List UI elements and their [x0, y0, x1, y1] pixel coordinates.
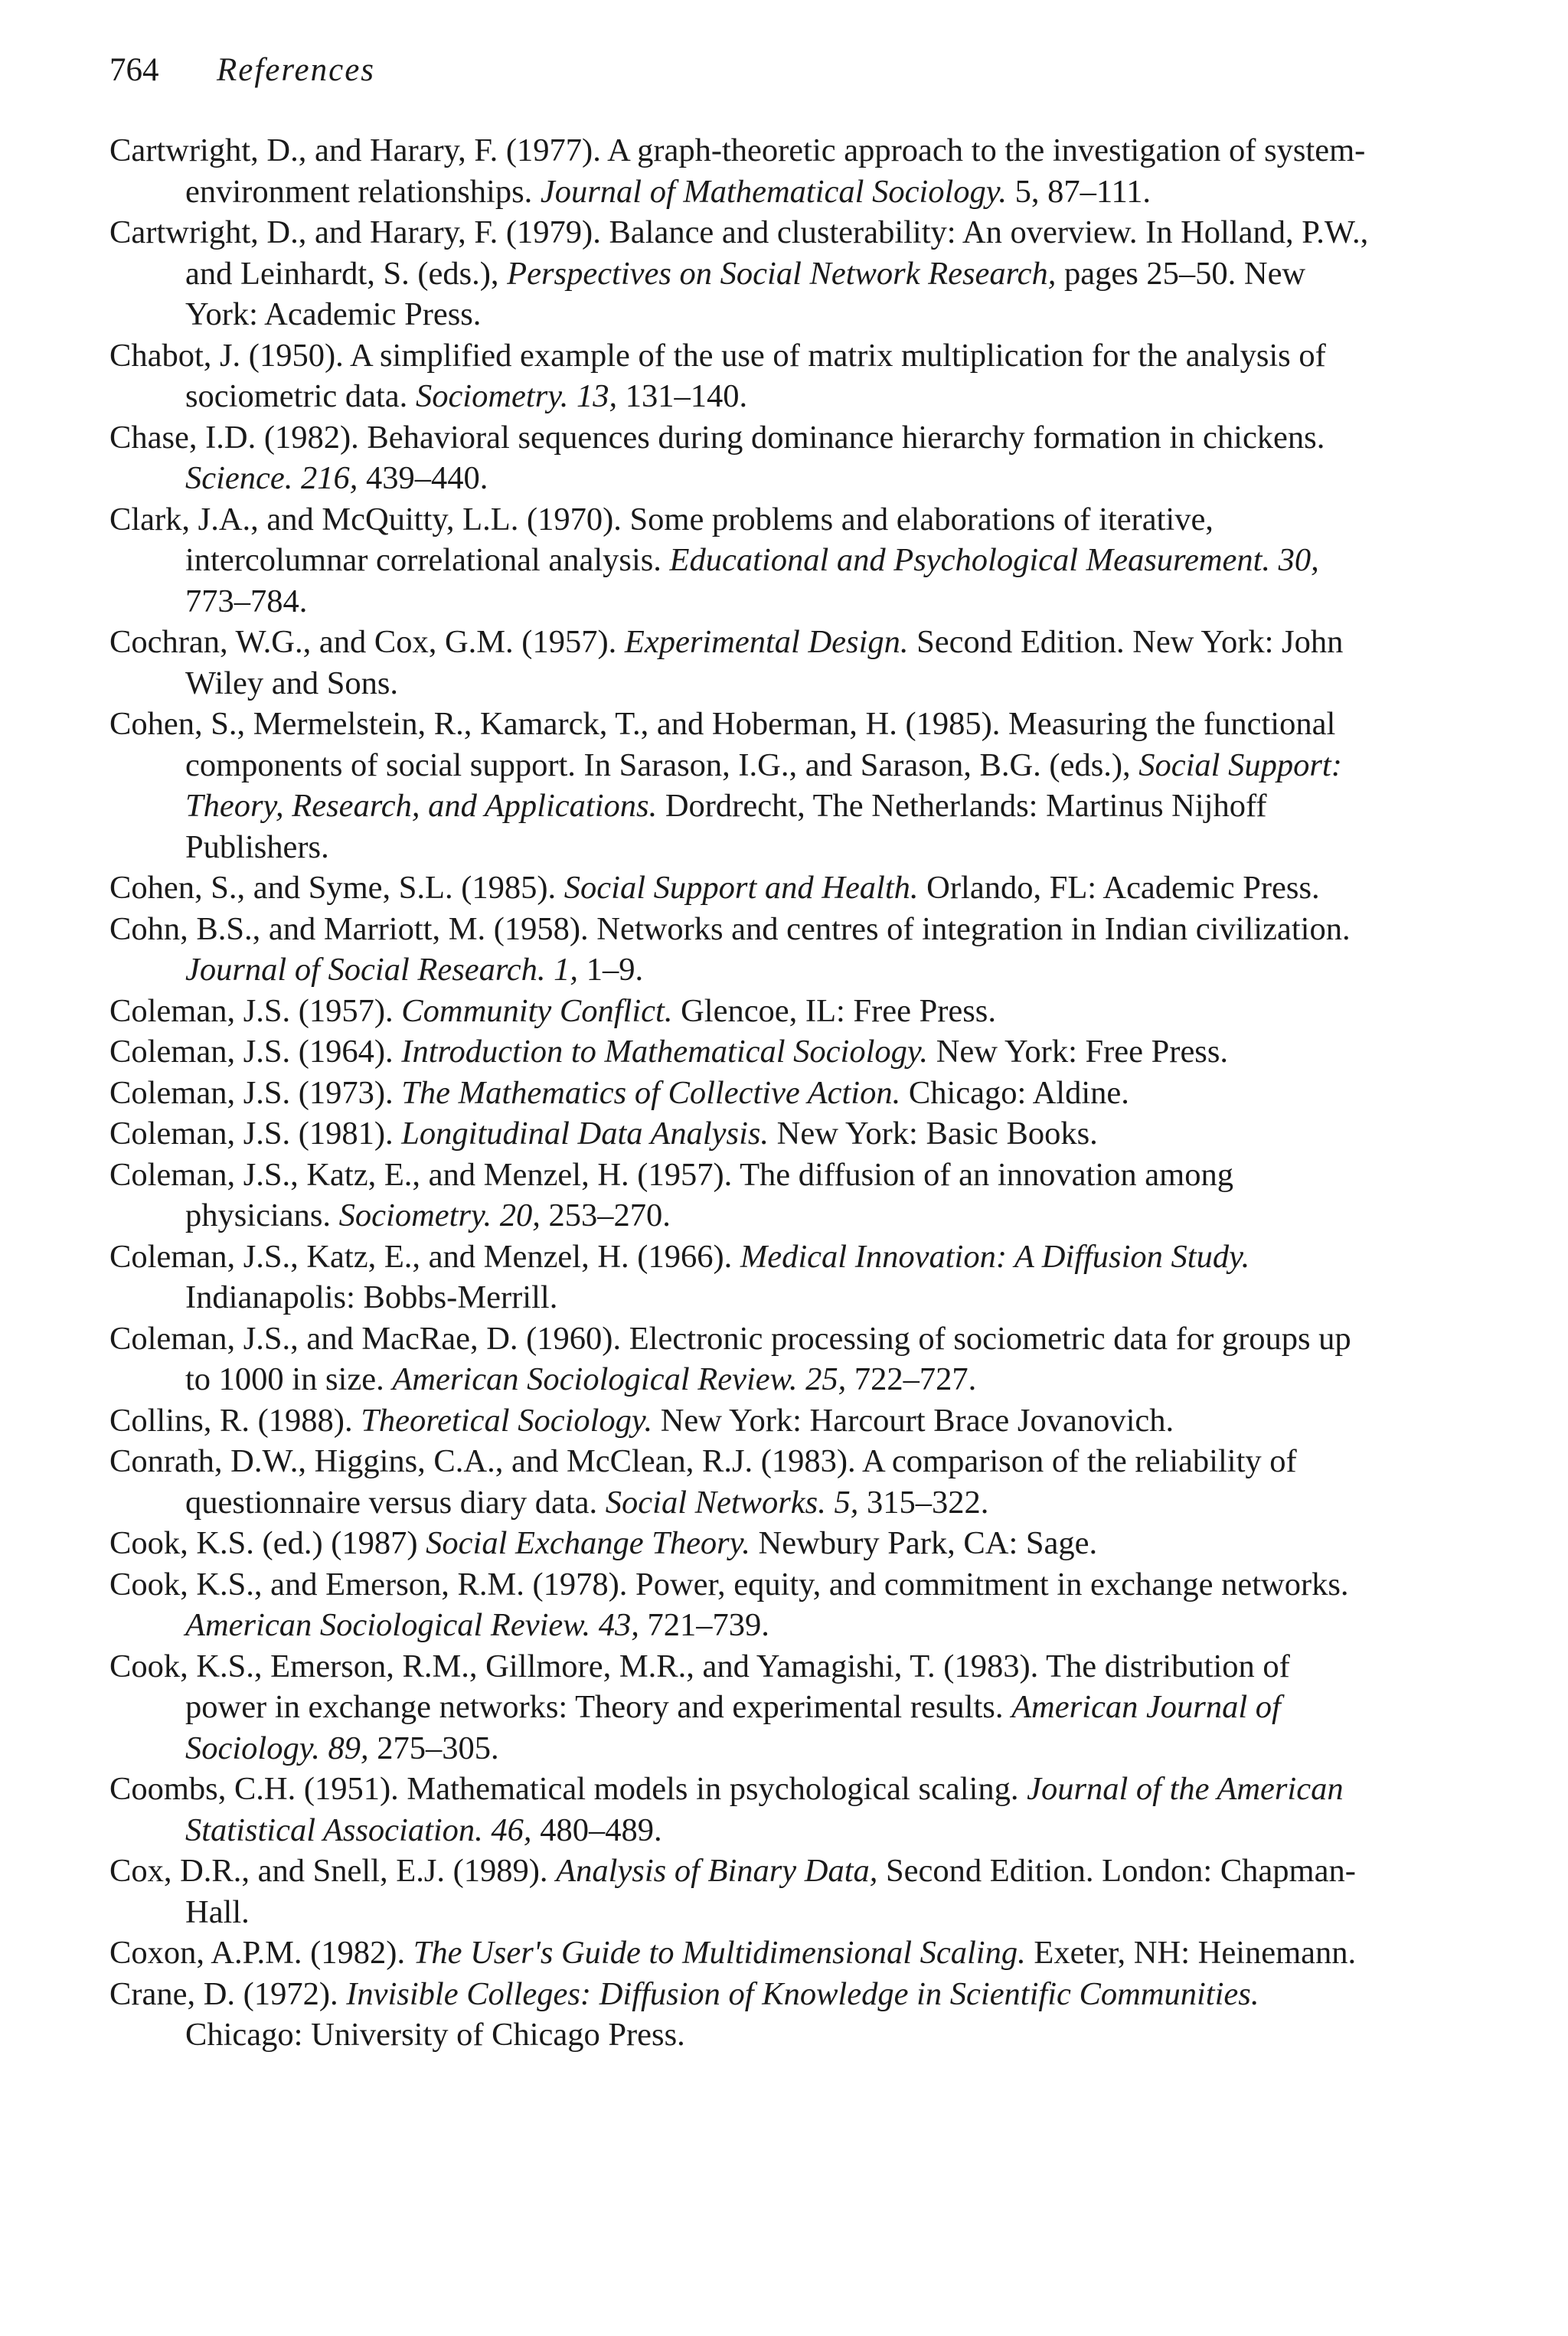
reference-text: Cohen, S., and Syme, S.L. (1985).: [109, 870, 564, 906]
reference-entry: [109, 1646, 1373, 1769]
reference-entry: [109, 335, 1373, 417]
reference-title: American Sociological Review. 25,: [392, 1361, 847, 1397]
reference-title: Longitudinal Data Analysis.: [401, 1116, 769, 1152]
reference-entry: [109, 1031, 1373, 1073]
reference-text: Cox, D.R., and Snell, E.J. (1989).: [109, 1853, 557, 1889]
reference-pages: Second Edition. London: Chapman-Hall.: [185, 1853, 1356, 1930]
reference-pages: 773–784.: [185, 583, 308, 619]
reference-entry: [109, 867, 1373, 909]
reference-entry: [109, 1073, 1373, 1114]
reference-text: Coxon, A.P.M. (1982).: [109, 1935, 413, 1971]
reference-title: American Journal of Sociology. 89,: [185, 1689, 1281, 1766]
reference-text: Collins, R. (1988).: [109, 1402, 361, 1439]
reference-pages: 722–727.: [846, 1361, 977, 1397]
reference-pages: Newbury Park, CA: Sage.: [750, 1525, 1098, 1561]
reference-title: The Mathematics of Collective Action.: [401, 1074, 901, 1111]
reference-title: Social Networks. 5,: [605, 1484, 859, 1521]
reference-text: Conrath, D.W., Higgins, C.A., and McClean, R.J. (1983). A comparison of the reliability of questionnaire versus diary data.: [109, 1443, 1297, 1521]
reference-title: Journal of Mathematical Sociology.: [540, 173, 1007, 210]
reference-title: Journal of Social Research. 1,: [185, 952, 579, 988]
reference-title: Theoretical Sociology.: [361, 1402, 653, 1439]
reference-entry: [109, 1974, 1373, 2056]
reference-pages: Second Edition. New York: John Wiley and Sons.: [185, 624, 1344, 701]
reference-entry: [109, 1851, 1373, 1933]
reference-title: Perspectives on Social Network Research,: [507, 255, 1057, 292]
reference-entry: [109, 1769, 1373, 1851]
reference-text: Cohen, S., Mermelstein, R., Kamarck, T., and Hoberman, H. (1985). Measuring the functional components of social support. In Sarason, I.G., and Sarason, B.G. (eds.),: [109, 706, 1336, 783]
reference-entry: [109, 417, 1373, 499]
reference-text: Coombs, C.H. (1951). Mathematical models in psychological scaling.: [109, 1771, 1027, 1807]
reference-pages: Chicago: University of Chicago Press.: [185, 2017, 685, 2053]
reference-title: Analysis of Binary Data,: [556, 1853, 878, 1889]
reference-pages: Exeter, NH: Heinemann.: [1025, 1935, 1357, 1971]
reference-text: Coleman, J.S. (1964).: [109, 1034, 402, 1070]
reference-text: Chase, I.D. (1982). Behavioral sequences during dominance hierarchy formation in chickens.: [109, 419, 1325, 456]
reference-entry: [109, 130, 1373, 212]
reference-text: Chabot, J. (1950). A simplified example of the use of matrix multiplication for the analysis of sociometric data.: [109, 337, 1326, 414]
reference-text: Coleman, J.S., Katz, E., and Menzel, H. (1966).: [109, 1238, 740, 1275]
reference-title: Invisible Colleges: Diffusion of Knowledge in Scientific Communities.: [346, 1975, 1259, 2012]
reference-pages: Glencoe, IL: Free Press.: [672, 992, 996, 1029]
reference-pages: 480–489.: [531, 1812, 662, 1848]
reference-pages: 721–739.: [639, 1607, 769, 1643]
reference-pages: 1–9.: [578, 952, 644, 988]
reference-text: Coleman, J.S., and MacRae, D. (1960). Electronic processing of sociometric data for groups up to 1000 in size.: [109, 1320, 1351, 1397]
reference-pages: pages 25–50. New York: Academic Press.: [185, 255, 1306, 332]
reference-pages: 131–140.: [617, 378, 748, 414]
reference-entry: [109, 909, 1373, 991]
reference-text: Cartwright, D., and Harary, F. (1979). Balance and clusterability: An overview. In Holland, P.W., and Leinhardt, S. (eds.),: [109, 214, 1369, 292]
reference-pages: Indianapolis: Bobbs-Merrill.: [185, 1279, 558, 1315]
reference-title: Social Exchange Theory.: [426, 1525, 750, 1561]
reference-title: American Sociological Review. 43,: [185, 1607, 639, 1643]
reference-pages: Orlando, FL: Academic Press.: [918, 870, 1320, 906]
reference-entry: [109, 212, 1373, 335]
reference-text: Cook, K.S., Emerson, R.M., Gillmore, M.R., and Yamagishi, T. (1983). The distribution of power in exchange networks: Theory and experimental results.: [109, 1648, 1290, 1725]
reference-pages: New York: Harcourt Brace Jovanovich.: [652, 1402, 1174, 1439]
reference-entry: [109, 1237, 1373, 1318]
reference-text: Coleman, J.S., Katz, E., and Menzel, H. (1957). The diffusion of an innovation among physicians.: [109, 1156, 1233, 1233]
reference-entry: [109, 1564, 1373, 1646]
reference-text: Cook, K.S. (ed.) (1987): [109, 1525, 426, 1561]
reference-entry: [109, 704, 1373, 867]
reference-entry: [109, 1113, 1373, 1155]
reference-title: Social Support and Health.: [564, 870, 919, 906]
page-header: [109, 47, 375, 93]
reference-entry: [109, 1933, 1373, 1974]
reference-entry: [109, 991, 1373, 1032]
reference-pages: 253–270.: [540, 1197, 671, 1233]
reference-title: Introduction to Mathematical Sociology.: [401, 1034, 929, 1070]
reference-title: Community Conflict.: [401, 992, 673, 1029]
page-number: 764: [109, 52, 159, 88]
reference-title: Experimental Design.: [624, 624, 909, 660]
reference-title: Sociometry. 13,: [415, 378, 618, 414]
reference-entry: [109, 1523, 1373, 1564]
reference-entry: [109, 1318, 1373, 1400]
reference-entry: [109, 1400, 1373, 1442]
reference-text: Coleman, J.S. (1981).: [109, 1116, 402, 1152]
reference-entry: [109, 622, 1373, 704]
reference-entry: [109, 499, 1373, 622]
reference-title: The User's Guide to Multidimensional Scaling.: [413, 1935, 1026, 1971]
reference-list: [109, 130, 1373, 2056]
reference-title: Science. 216,: [185, 460, 358, 496]
reference-pages: 315–322.: [858, 1484, 989, 1521]
reference-title: Educational and Psychological Measurement. 30,: [669, 542, 1319, 578]
reference-pages: Chicago: Aldine.: [900, 1074, 1129, 1111]
reference-pages: 5, 87–111.: [1006, 173, 1152, 210]
reference-text: Cochran, W.G., and Cox, G.M. (1957).: [109, 624, 625, 660]
reference-pages: Dordrecht, The Netherlands: Martinus Nijhoff Publishers.: [185, 788, 1267, 865]
reference-pages: 439–440.: [358, 460, 488, 496]
reference-entry: [109, 1441, 1373, 1523]
reference-title: Sociometry. 20,: [338, 1197, 541, 1233]
reference-text: Crane, D. (1972).: [109, 1975, 347, 2012]
reference-text: Coleman, J.S. (1973).: [109, 1074, 402, 1111]
reference-entry: [109, 1155, 1373, 1237]
reference-pages: 275–305.: [368, 1730, 499, 1766]
reference-pages: New York: Basic Books.: [769, 1116, 1098, 1152]
reference-text: Clark, J.A., and McQuitty, L.L. (1970). Some problems and elaborations of iterative, intercolumnar correlational analysis.: [109, 501, 1214, 578]
reference-text: Cook, K.S., and Emerson, R.M. (1978). Power, equity, and commitment in exchange networks.: [109, 1566, 1349, 1603]
reference-text: Coleman, J.S. (1957).: [109, 992, 402, 1029]
reference-pages: New York: Free Press.: [928, 1034, 1229, 1070]
reference-title: Social Support: Theory, Research, and Applications.: [185, 747, 1342, 824]
reference-title: Journal of the American Statistical Association. 46,: [185, 1771, 1344, 1848]
reference-title: Medical Innovation: A Diffusion Study.: [740, 1238, 1250, 1275]
running-title: References: [217, 52, 376, 88]
reference-text: Cohn, B.S., and Marriott, M. (1958). Networks and centres of integration in Indian civilization.: [109, 910, 1351, 947]
reference-text: Cartwright, D., and Harary, F. (1977). A graph-theoretic approach to the investigation of system-environment relationships.: [109, 132, 1366, 210]
